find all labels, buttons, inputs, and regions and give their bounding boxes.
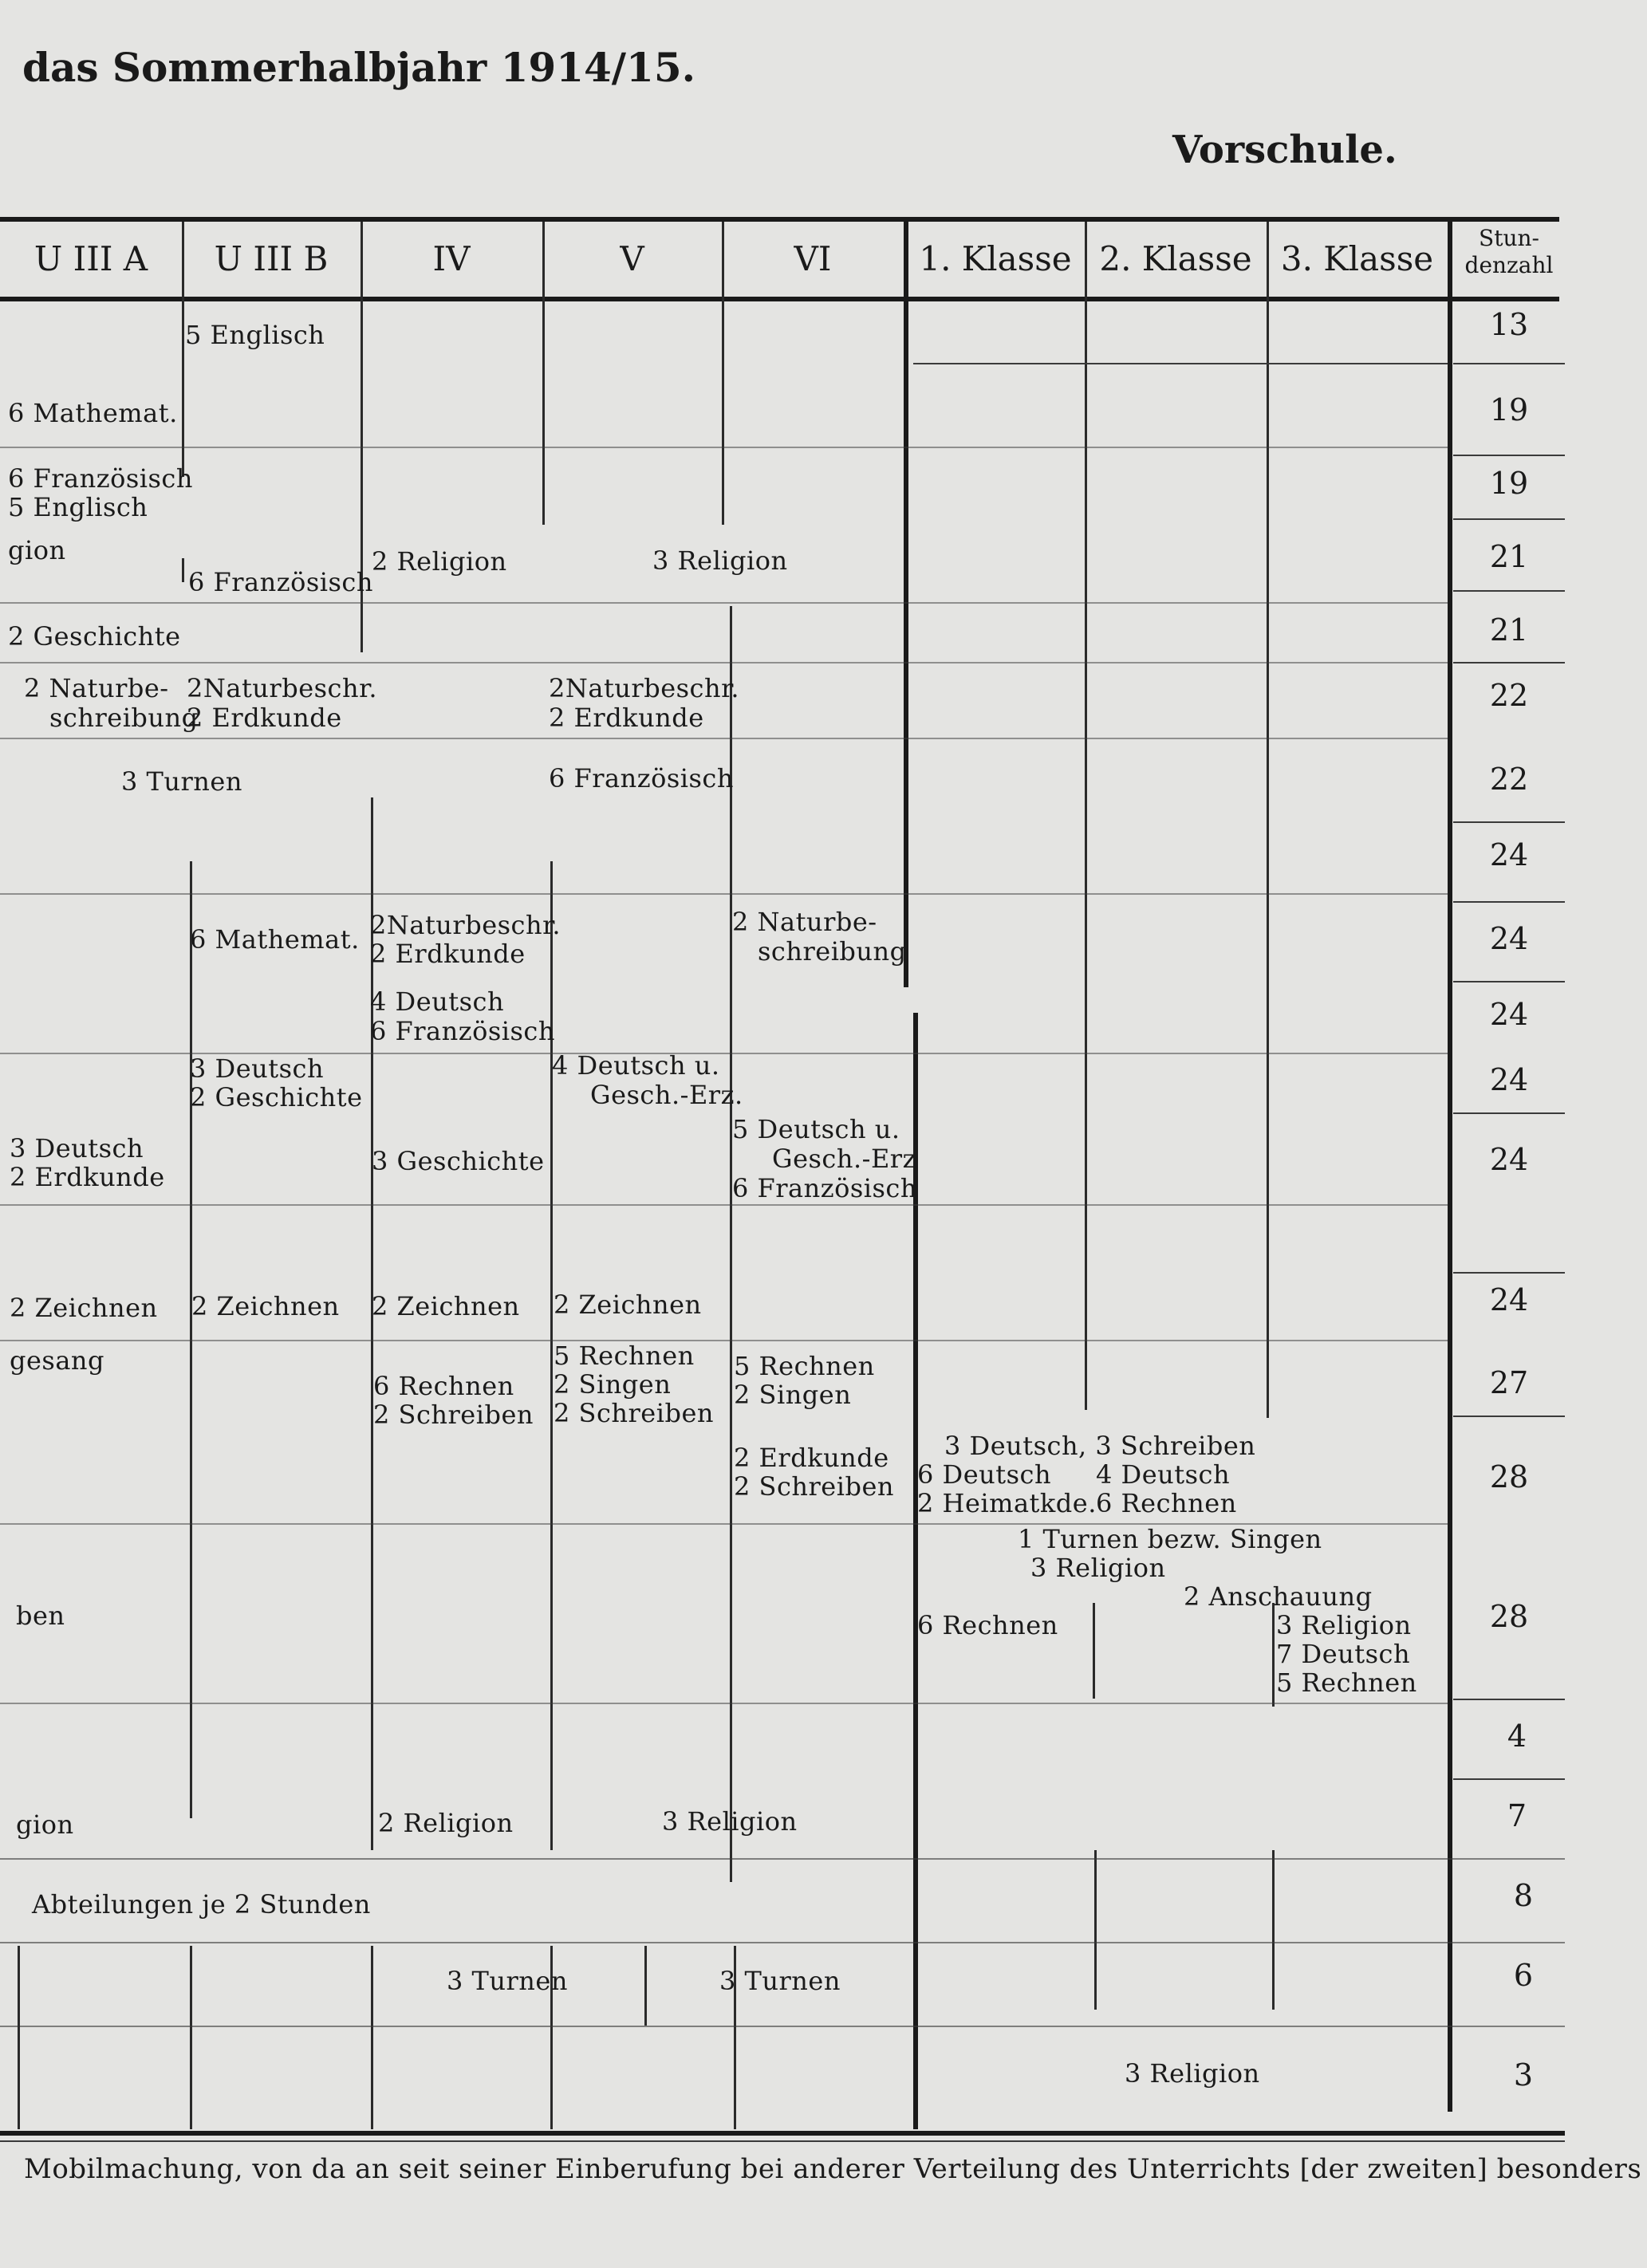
vorschule-divider bbox=[904, 222, 908, 987]
cell-v-vi-religion: 3 Religion bbox=[652, 545, 788, 576]
cell-v-naturb: 2Naturbeschr. bbox=[549, 673, 740, 703]
cell-uiiia-mathemat: 6 Mathemat. bbox=[8, 398, 178, 428]
row-line bbox=[1453, 1112, 1565, 1114]
cell-v-singen: 2 Singen bbox=[554, 1369, 672, 1400]
cell-vi-deutsch: 5 Deutsch u. bbox=[732, 1114, 900, 1144]
table-bottom-rule-thin bbox=[0, 2140, 1565, 2142]
col-line bbox=[1085, 222, 1087, 1410]
total-cell: 28 bbox=[1489, 1599, 1529, 1634]
row-line bbox=[1453, 518, 1565, 520]
cell-v-franz: 6 Französisch bbox=[549, 763, 734, 793]
row-line bbox=[0, 2026, 1565, 2027]
cell-v-zeichnen: 2 Zeichnen bbox=[554, 1290, 702, 1320]
cell-uiiia-franz: 6 Französisch bbox=[8, 463, 193, 494]
cell-uiiia-gion: gion bbox=[8, 535, 66, 565]
cell-vi-erdkunde: 2 Erdkunde bbox=[734, 1443, 889, 1473]
cell-v-vi-turnen: 3 Turnen bbox=[719, 1966, 841, 1996]
cell-v-deutsch: 4 Deutsch u. bbox=[552, 1050, 720, 1081]
cell-vi-gesch-erz: Gesch.-Erz bbox=[772, 1144, 916, 1174]
header-vi: VI bbox=[794, 239, 832, 278]
col-line bbox=[190, 1946, 192, 2129]
cell-uiiia-ben: ben bbox=[16, 1601, 65, 1631]
row-line bbox=[1453, 590, 1565, 592]
total-cell: 6 bbox=[1513, 1958, 1534, 1993]
cell-vorschule-religion: 3 Religion bbox=[1030, 1553, 1166, 1583]
total-cell: 24 bbox=[1489, 1142, 1529, 1177]
total-cell: 24 bbox=[1489, 921, 1529, 956]
col-line bbox=[1272, 1603, 1275, 1707]
total-cell: 19 bbox=[1489, 466, 1529, 501]
row-line bbox=[0, 447, 1448, 448]
col-line bbox=[644, 1946, 647, 2026]
table-top-rule bbox=[0, 217, 1559, 222]
cell-vi-naturbe: 2 Naturbe- bbox=[732, 907, 877, 937]
row-line bbox=[1453, 821, 1565, 823]
col-line bbox=[18, 1946, 20, 2129]
cell-klasse2-rechnen: 6 Rechnen bbox=[1096, 1488, 1237, 1518]
row-line bbox=[1453, 662, 1565, 663]
cell-uiiia-erdkunde: 2 Erdkunde bbox=[10, 1162, 165, 1192]
cell-iv-naturb: 2Naturbeschr. bbox=[370, 910, 561, 940]
row-line bbox=[0, 1204, 1448, 1206]
table-bottom-rule bbox=[0, 2131, 1565, 2136]
cell-klasse12-line1: 3 Deutsch, 3 Schreiben bbox=[944, 1431, 1256, 1461]
header-klasse-1: 1. Klasse bbox=[919, 239, 1072, 278]
cell-vi-schreiben: 2 Schreiben bbox=[734, 1471, 894, 1502]
total-cell: 24 bbox=[1489, 1062, 1529, 1097]
header-klasse-2: 2. Klasse bbox=[1099, 239, 1252, 278]
cell-klasse1-deutsch: 6 Deutsch bbox=[917, 1459, 1052, 1490]
row-line bbox=[1453, 1778, 1565, 1780]
row-line bbox=[0, 1703, 1448, 1704]
cell-uiiia-geschichte: 2 Geschichte bbox=[8, 621, 181, 652]
cell-vorschule-religion2: 3 Religion bbox=[1125, 2058, 1260, 2089]
col-line bbox=[371, 1946, 373, 2129]
header-iv: IV bbox=[432, 239, 471, 278]
cell-iv-erdkunde: 2 Erdkunde bbox=[370, 939, 526, 969]
header-uiiia: U III A bbox=[33, 239, 148, 278]
cell-v-schreiben: 2 Schreiben bbox=[554, 1398, 714, 1428]
footer-text: Mobilmachung, von da an seit seiner Einberufung bei anderer Verteilung des Unterrichts [der zweiten] besonders bbox=[24, 2153, 1642, 2185]
cell-vorschule-anschauung: 2 Anschauung bbox=[1184, 1581, 1373, 1612]
cell-vi-schreibung: schreibung bbox=[758, 936, 907, 967]
header-bottom-rule bbox=[0, 297, 1559, 301]
cell-iv-geschichte: 3 Geschichte bbox=[372, 1146, 545, 1176]
cell-v-erdkunde: 2 Erdkunde bbox=[549, 703, 704, 733]
cell-vi-franz: 6 Französisch bbox=[732, 1173, 917, 1203]
row-line bbox=[1453, 981, 1565, 982]
col-line bbox=[182, 558, 184, 582]
row-line bbox=[0, 602, 1448, 604]
cell-uiiia-gesang: gesang bbox=[10, 1345, 105, 1376]
cell-uiiib-franz: 6 Französisch bbox=[188, 567, 373, 597]
row-line bbox=[1453, 901, 1565, 903]
total-cell: 13 bbox=[1489, 307, 1529, 342]
cell-uiiia-schreibung: schreibung bbox=[49, 703, 199, 733]
col-line bbox=[1094, 1850, 1097, 2010]
header-klasse-3: 3. Klasse bbox=[1280, 239, 1434, 278]
col-line bbox=[1267, 222, 1269, 1418]
total-cell: 24 bbox=[1489, 837, 1529, 872]
total-cell: 21 bbox=[1489, 539, 1529, 574]
cell-klasse3-religion: 3 Religion bbox=[1276, 1610, 1412, 1640]
cell-uiiib-geschichte: 2 Geschichte bbox=[190, 1082, 363, 1112]
row-line bbox=[913, 363, 1448, 364]
cell-iv-religion2: 2 Religion bbox=[378, 1808, 514, 1838]
cell-klasse2-deutsch: 4 Deutsch bbox=[1096, 1459, 1231, 1490]
row-line bbox=[1453, 1699, 1565, 1700]
cell-vi-singen: 2 Singen bbox=[734, 1380, 852, 1410]
row-line bbox=[0, 893, 1448, 895]
cell-klasse1-heimatkunde: 2 Heimatkde. bbox=[917, 1488, 1097, 1518]
total-cell: 24 bbox=[1489, 1282, 1529, 1317]
cell-v-gesch-erz: Gesch.-Erz. bbox=[590, 1080, 743, 1110]
cell-uiiia-gion2: gion bbox=[16, 1809, 74, 1840]
cell-uiiib-englisch: 5 Englisch bbox=[185, 320, 325, 350]
row-line bbox=[0, 662, 1448, 663]
cell-uiiia-naturbe: 2 Naturbe- bbox=[24, 673, 169, 703]
header-v: V bbox=[620, 239, 644, 278]
row-line bbox=[1453, 1416, 1565, 1417]
total-cell: 27 bbox=[1489, 1365, 1529, 1400]
total-cell: 19 bbox=[1489, 392, 1529, 427]
total-cell: 24 bbox=[1489, 997, 1529, 1032]
cell-ab-turnen: 3 Turnen bbox=[121, 766, 242, 797]
row-line bbox=[0, 1942, 1565, 1943]
cell-uiiia-zeichnen: 2 Zeichnen bbox=[10, 1293, 158, 1323]
col-line bbox=[730, 606, 732, 1882]
header-uiiib: U III B bbox=[214, 239, 329, 278]
col-line bbox=[1093, 1603, 1095, 1699]
total-cell: 28 bbox=[1489, 1459, 1529, 1494]
cell-iv-zeichnen: 2 Zeichnen bbox=[372, 1291, 520, 1321]
row-line bbox=[0, 1858, 1565, 1860]
cell-uiiib-deutsch: 3 Deutsch bbox=[190, 1053, 325, 1084]
cell-uiiib-erdkunde: 2 Erdkunde bbox=[187, 703, 342, 733]
total-cell: 7 bbox=[1507, 1798, 1527, 1833]
cell-klasse3-deutsch: 7 Deutsch bbox=[1276, 1639, 1411, 1669]
row-line bbox=[1453, 363, 1565, 364]
cell-iv-schreiben: 2 Schreiben bbox=[373, 1400, 534, 1430]
header-stundenzahl: Stun- denzahl bbox=[1464, 225, 1554, 278]
cell-uiiib-mathemat: 6 Mathemat. bbox=[190, 924, 360, 955]
cell-iv-religion: 2 Religion bbox=[372, 546, 507, 577]
cell-uiiia-engl: 5 Englisch bbox=[8, 492, 148, 522]
cell-vi-rechnen: 5 Rechnen bbox=[734, 1351, 875, 1381]
cell-vorschule-turnen: 1 Turnen bezw. Singen bbox=[1018, 1524, 1322, 1554]
cell-uiiib-naturb: 2Naturbeschr. bbox=[187, 673, 378, 703]
total-cell: 3 bbox=[1513, 2057, 1534, 2093]
total-divider bbox=[1448, 222, 1452, 2112]
total-cell: 8 bbox=[1513, 1878, 1534, 1913]
cell-iv-rechnen: 6 Rechnen bbox=[373, 1371, 514, 1401]
total-cell: 22 bbox=[1489, 678, 1529, 713]
col-line bbox=[550, 861, 553, 1850]
row-line bbox=[0, 738, 1448, 739]
row-line bbox=[1453, 1272, 1565, 1274]
total-cell: 21 bbox=[1489, 612, 1529, 648]
cell-klasse1-rechnen: 6 Rechnen bbox=[917, 1610, 1058, 1640]
row-line bbox=[1453, 455, 1565, 456]
section-title: Vorschule. bbox=[1172, 128, 1397, 172]
cell-klasse3-rechnen: 5 Rechnen bbox=[1276, 1668, 1417, 1698]
cell-iv-franz: 6 Französisch bbox=[370, 1016, 555, 1046]
cell-uiiia-deutsch: 3 Deutsch bbox=[10, 1133, 144, 1164]
cell-v-vi-religion2: 3 Religion bbox=[662, 1806, 798, 1837]
cell-abteilungen: Abteilungen je 2 Stunden bbox=[32, 1889, 371, 1920]
col-line bbox=[1272, 1850, 1275, 2010]
cell-uiiib-zeichnen: 2 Zeichnen bbox=[191, 1291, 340, 1321]
cell-iv-v-turnen: 3 Turnen bbox=[447, 1966, 568, 1996]
total-cell: 22 bbox=[1489, 762, 1529, 797]
row-line bbox=[0, 1340, 1448, 1341]
cell-v-rechnen: 5 Rechnen bbox=[554, 1341, 695, 1371]
page-title: das Sommerhalbjahr 1914/15. bbox=[22, 44, 696, 91]
total-cell: 4 bbox=[1507, 1719, 1527, 1754]
cell-iv-deutsch: 4 Deutsch bbox=[370, 986, 505, 1017]
